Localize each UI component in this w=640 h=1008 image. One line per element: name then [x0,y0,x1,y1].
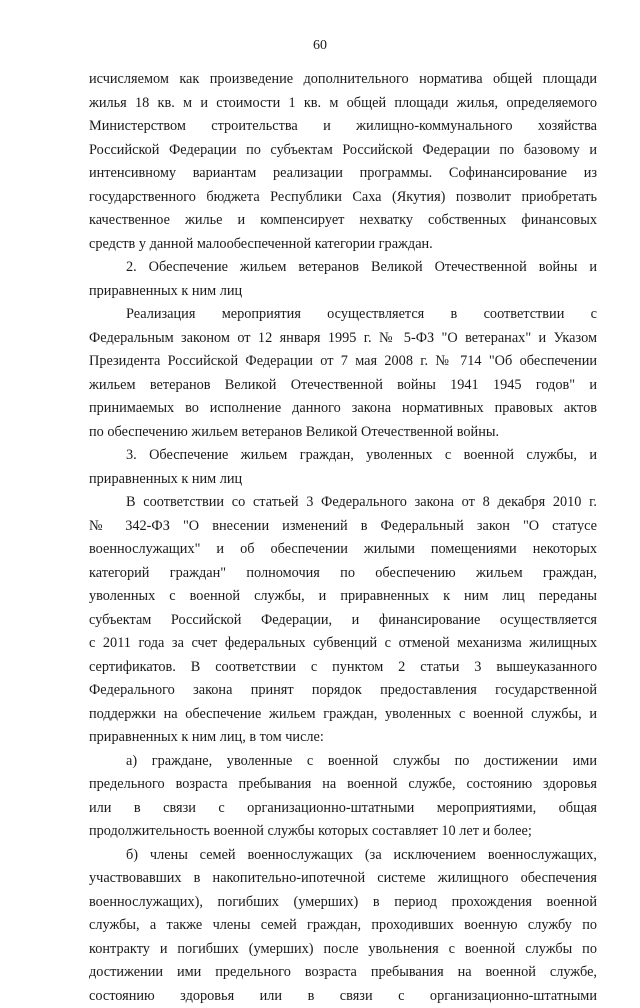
text-line: приравненных к ним лиц, в том числе: [89,726,597,750]
text-line: приравненных к ним лиц [89,468,597,492]
text-line: В соответствии со статьей 3 Федерального закона от 8 декабря 2010 г. [89,491,597,515]
text-line: участвовавших в накопительно-ипотечной системе жилищного обеспечения [89,867,597,891]
text-line: субъектам Российской Федерации, и финансирование осуществляется [89,609,597,633]
text-line: Российской Федерации по субъектам Российской Федерации по базовому и [89,139,597,163]
text-line: 3. Обеспечение жильем граждан, уволенных с военной службы, и [89,444,597,468]
text-line: б) члены семей военнослужащих (за исключением военнослужащих, [89,844,597,868]
text-line: № 342-ФЗ "О внесении изменений в Федеральный закон "О статусе [89,515,597,539]
text-line: жилья 18 кв. м и стоимости 1 кв. м общей площади жилья, определяемого [89,92,597,116]
text-line: уволенных с военной службы, и приравненных к ним лиц переданы [89,585,597,609]
text-line: средств у данной малообеспеченной категории граждан. [89,233,597,257]
text-line: а) граждане, уволенные с военной службы по достижении ими [89,750,597,774]
text-line: жильем ветеранов Великой Отечественной войны 1941 1945 годов" и [89,374,597,398]
text-line: принимаемых во исполнение данного закона нормативных правовых актов [89,397,597,421]
text-line: качественное жилье и компенсирует нехватку собственных финансовых [89,209,597,233]
text-line: Федерального закона принят порядок предоставления государственной [89,679,597,703]
text-line: категорий граждан" полномочия по обеспечению жильем граждан, [89,562,597,586]
text-line: по обеспечению жильем ветеранов Великой Отечественной войны. [89,421,597,445]
text-line: достижении ими предельного возраста пребывания на военной службе, [89,961,597,985]
page-number: 60 [0,34,640,58]
text-line: Реализация мероприятия осуществляется в соответствии с [89,303,597,327]
text-line: сертификатов. В соответствии с пунктом 2 статьи 3 вышеуказанного [89,656,597,680]
text-line: интенсивному вариантам реализации программы. Софинансирование из [89,162,597,186]
text-line: военнослужащих), погибших (умерших) в период прохождения военной [89,891,597,915]
text-line: военнослужащих" и об обеспечении жилыми помещениями некоторых [89,538,597,562]
document-body [89,68,597,1008]
text-line: контракту и погибших (умерших) после увольнения с военной службы по [89,938,597,962]
text-line: предельного возраста пребывания на военной службе, состоянию здоровья [89,773,597,797]
text-line: приравненных к ним лиц [89,280,597,304]
text-line: Министерством строительства и жилищно-коммунального хозяйства [89,115,597,139]
text-line: Федеральным законом от 12 января 1995 г. № 5-ФЗ "О ветеранах" и Указом [89,327,597,351]
text-line: 2. Обеспечение жильем ветеранов Великой Отечественной войны и [89,256,597,280]
text-line: службы, а также члены семей граждан, проходивших военную службу по [89,914,597,938]
text-line: Президента Российской Федерации от 7 мая 2008 г. № 714 "Об обеспечении [89,350,597,374]
text-line: поддержки на обеспечение жильем граждан, уволенных с военной службы, и [89,703,597,727]
text-line: или в связи с организационно-штатными мероприятиями, общая [89,797,597,821]
text-line: исчисляемом как произведение дополнительного норматива общей площади [89,68,597,92]
text-line: с 2011 года за счет федеральных субвенций с отменой механизма жилищных [89,632,597,656]
text-line: продолжительность военной службы которых составляет 10 лет и более; [89,820,597,844]
text-line: государственного бюджета Республики Саха (Якутия) позволит приобретать [89,186,597,210]
text-line: состоянию здоровья или в связи с организационно-штатными [89,985,597,1008]
